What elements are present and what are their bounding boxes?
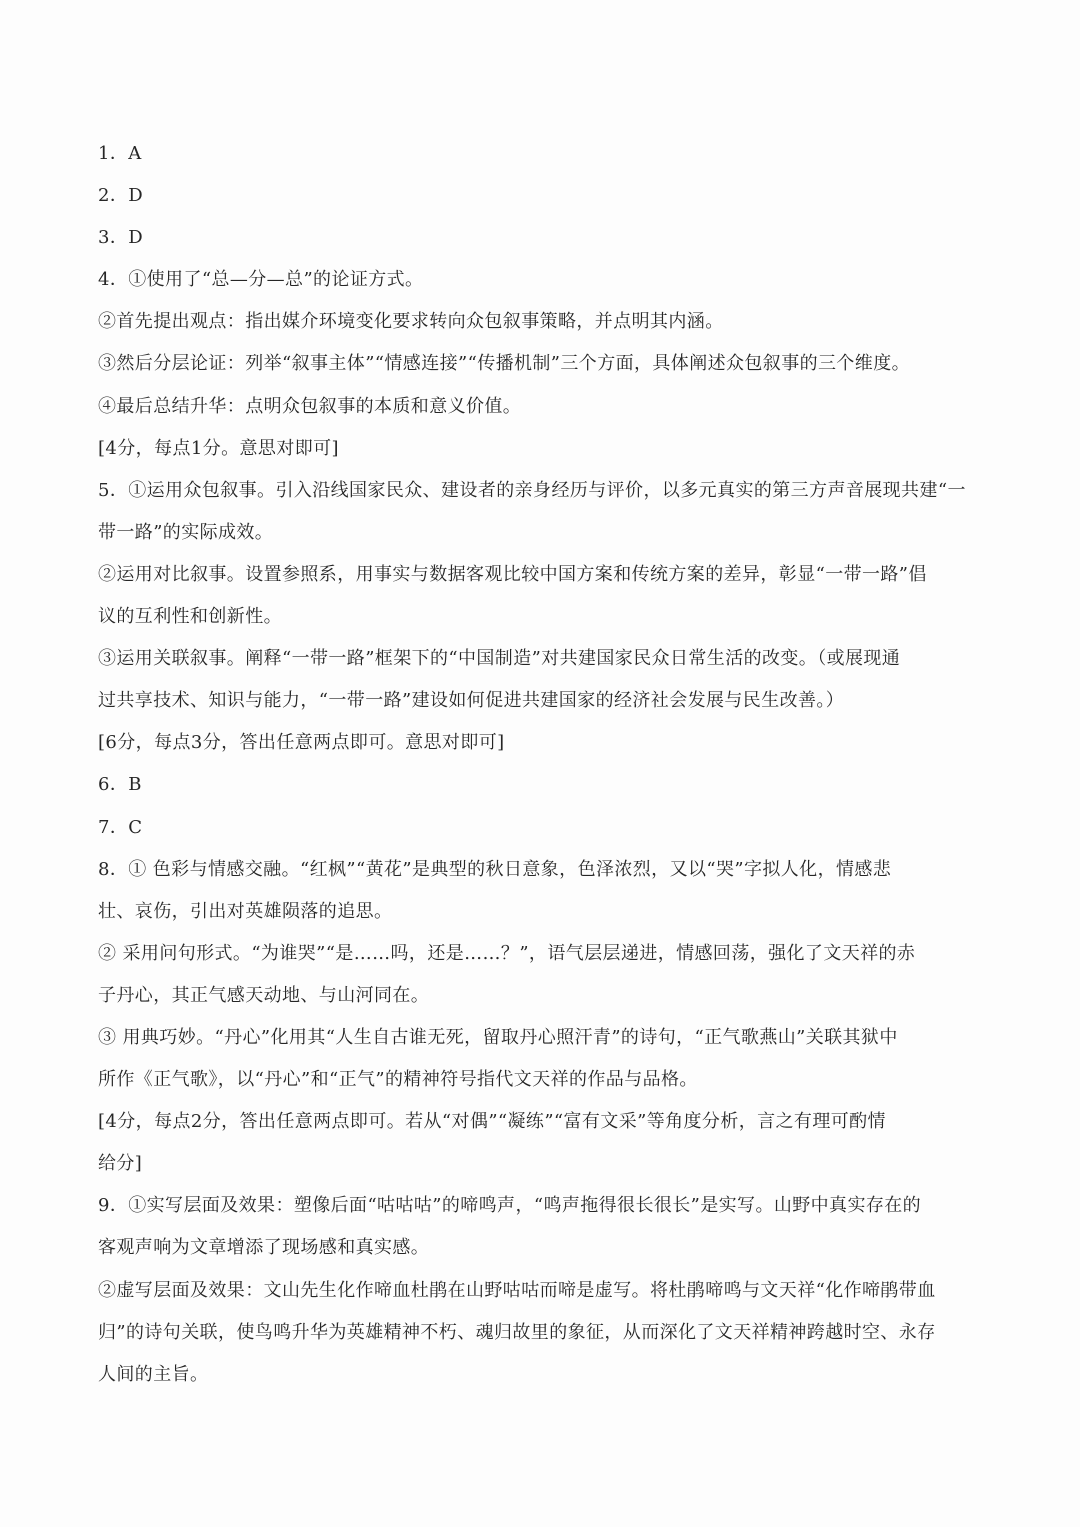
answer-line: 人间的主旨。 xyxy=(98,1363,209,1385)
answer-line: 议的互利性和创新性。 xyxy=(98,606,282,628)
answer-line: 4．①使用了“总—分—总”的论证方式。 xyxy=(98,269,424,291)
answer-line: ②首先提出观点：指出媒介环境变化要求转向众包叙事策略，并点明其内涵。 xyxy=(98,311,724,333)
answer-line: 过共享技术、知识与能力，“一带一路”建设如何促进共建国家的经济社会发展与民生改善。） xyxy=(98,690,845,712)
answer-line: 3．D xyxy=(98,227,144,249)
answer-line: 8．① 色彩与情感交融。“红枫”“黄花”是典型的秋日意象，色泽浓烈，又以“哭”字拟人化，情感悲 xyxy=(98,858,892,880)
answer-line: ③运用关联叙事。阐释“一带一路”框架下的“中国制造”对共建国家民众日常生活的改变。（或展现通 xyxy=(98,648,901,670)
answer-line: [6分，每点3分，答出任意两点即可。意思对即可] xyxy=(98,732,505,754)
answer-line: 客观声响为文章增添了现场感和真实感。 xyxy=(98,1237,430,1259)
answer-line: ③然后分层论证：列举“叙事主体”“情感连接”“传播机制”三个方面，具体阐述众包叙事的三个维度。 xyxy=(98,353,911,375)
answer-line: 2．D xyxy=(98,185,144,207)
answer-line: 子丹心，其正气感天动地、与山河同在。 xyxy=(98,984,430,1006)
answer-line: 壮、哀伤，引出对英雄陨落的追思。 xyxy=(98,900,393,922)
answer-line: 给分] xyxy=(98,1153,143,1175)
answer-content xyxy=(98,133,988,1396)
answer-line: 所作《正气歌》，以“丹心”和“正气”的精神符号指代文天祥的作品与品格。 xyxy=(98,1069,698,1091)
answer-line: ③ 用典巧妙。“丹心”化用其“人生自古谁无死，留取丹心照汗青”的诗句，“正气歌燕山”关联其狱中 xyxy=(98,1026,898,1048)
answer-line: 带一路”的实际成效。 xyxy=(98,521,274,543)
answer-line: ②运用对比叙事。设置参照系，用事实与数据客观比较中国方案和传统方案的差异，彰显“一带一路”倡 xyxy=(98,563,927,585)
answer-line: 6．B xyxy=(98,774,142,796)
answer-line: 1．A xyxy=(98,143,142,164)
answer-line: ④最后总结升华：点明众包叙事的本质和意义价值。 xyxy=(98,395,522,417)
answer-line: 9．①实写层面及效果：塑像后面“咕咕咕”的啼鸣声，“鸣声拖得很长很长”是实写。山野中真实存在的 xyxy=(98,1195,922,1217)
answer-line: 5．①运用众包叙事。引入沿线国家民众、建设者的亲身经历与评价，以多元真实的第三方声音展现共建“一 xyxy=(98,479,966,501)
answer-line: 归”的诗句关联，使鸟鸣升华为英雄精神不朽、魂归故里的象征，从而深化了文天祥精神跨越时空、永存 xyxy=(98,1321,936,1343)
answer-line: ② 采用问句形式。“为谁哭”“是……吗，还是……？”，语气层层递进，情感回荡，强化了文天祥的赤 xyxy=(98,942,916,964)
answer-line: ②虚写层面及效果：文山先生化作啼血杜鹃在山野咕咕而啼是虚写。将杜鹃啼鸣与文天祥“化作啼鹃带血 xyxy=(98,1279,936,1301)
answer-line: [4分，每点1分。意思对即可] xyxy=(98,437,339,459)
answer-line: 7．C xyxy=(98,816,143,838)
answer-line: [4分，每点2分，答出任意两点即可。若从“对偶”“凝练”“富有文采”等角度分析，言之有理可酌情 xyxy=(98,1111,886,1133)
